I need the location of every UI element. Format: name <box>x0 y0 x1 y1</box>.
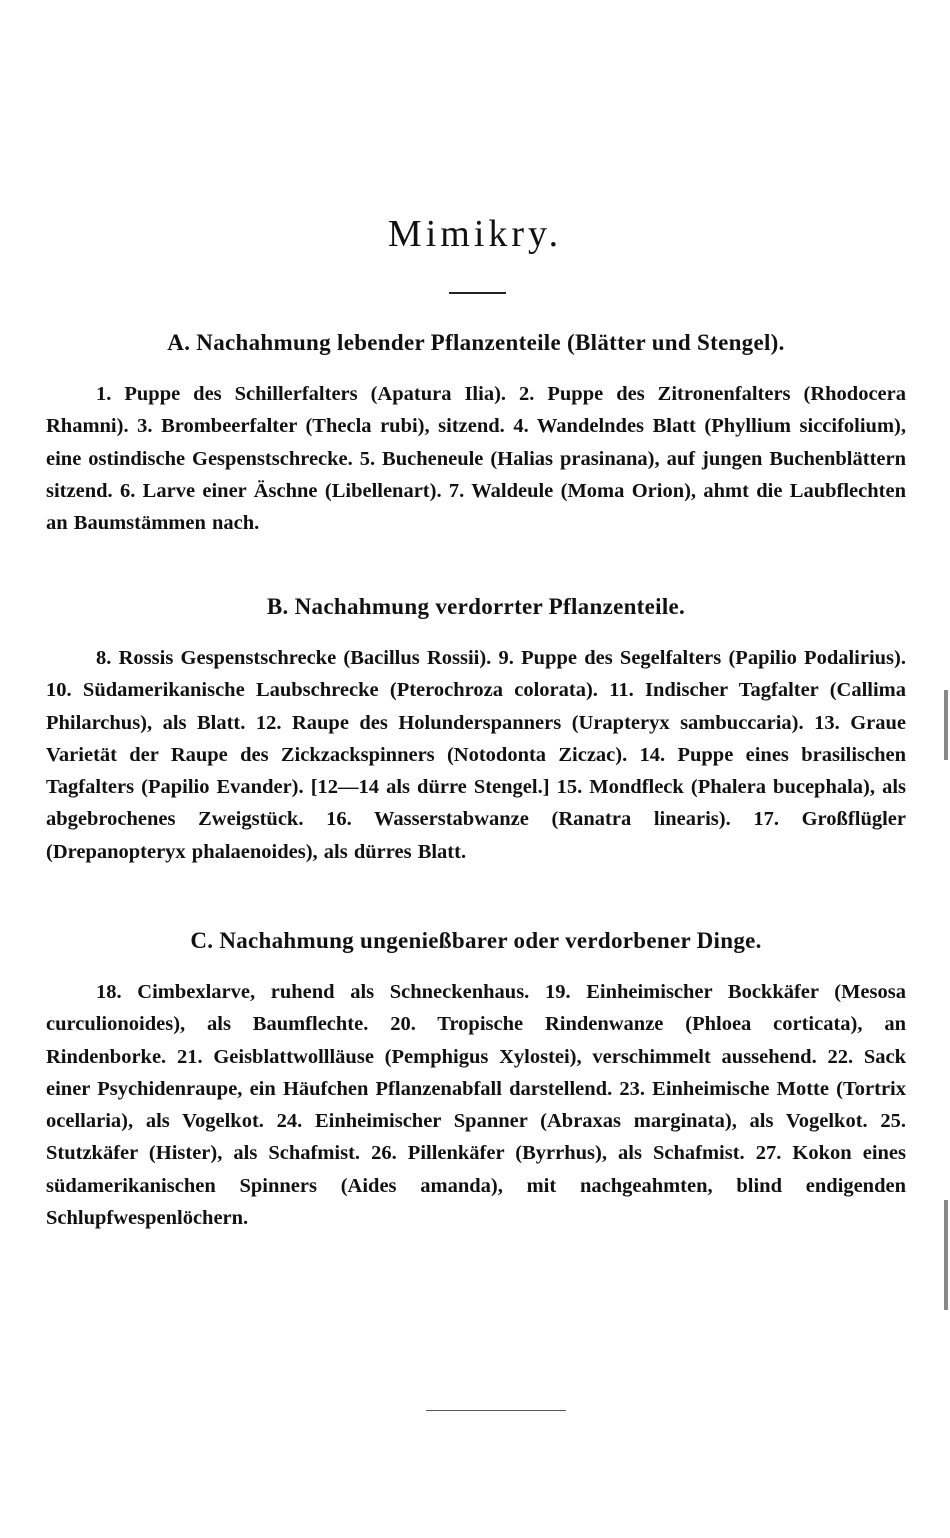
section-a-text: 1. Puppe des Schillerfalters (Apatura Ilia). 2. Puppe des Zitronenfalters (Rhodocera Rhamni). 3. Brombeerfalter (Thecla rubi), sitzend. 4. Wandelndes Blatt (Phyllium siccifolium), eine ostindische Gespenstschrecke. 5. Bucheneule (Halias prasinana), auf jungen Buchenblättern sitzend. 6. Larve einer Äschne (Libellenart). 7. Waldeule (Moma Orion), ahmt die Laubflechten an Baumstämmen nach. <box>46 383 906 535</box>
scan-edge-mark <box>944 690 948 760</box>
section-a <box>46 330 906 539</box>
section-c <box>46 928 906 1234</box>
section-c-heading: C. Nachahmung ungenießbarer oder verdorbener Dinge. <box>190 928 762 953</box>
section-b-heading: B. Nachahmung verdorrter Pflanzenteile. <box>266 594 686 619</box>
title-divider <box>449 292 506 294</box>
section-a-heading: A. Nachahmung lebender Pflanzenteile (Blätter und Stengel). <box>167 330 785 355</box>
section-c-text: 18. Cimbexlarve, ruhend als Schneckenhaus. 19. Einheimischer Bockkäfer (Mesosa curculionoides), als Baumflechte. 20. Tropische Rindenwanze (Phloea corticata), an Rindenborke. 21. Geisblattwollläuse (Pemphigus Xylostei), verschimmelt aussehend. 22. Sack einer Psychidenraupe, ein Häufchen Pflanzenabfall darstellend. 23. Einheimische Motte (Tortrix ocellaria), als Vogelkot. 24. Einheimischer Spanner (Abraxas marginata), als Vogelkot. 25. Stutzkäfer (Hister), als Schafmist. 26. Pillenkäfer (Byrrhus), als Schafmist. 27. Kokon eines südamerikanischen Spinners (Aides amanda), mit nachgeahmten, blind endigenden Schlupfwespenlöchern. <box>46 981 906 1230</box>
footer-divider <box>426 1410 566 1411</box>
section-b-text: 8. Rossis Gespenstschrecke (Bacillus Rossii). 9. Puppe des Segelfalters (Papilio Podalirius). 10. Südamerikanische Laubschrecke (Pterochroza colorata). 11. Indischer Tagfalter (Callima Philarchus), als Blatt. 12. Raupe des Holunderspanners (Urapteryx sambuccaria). 13. Graue Varietät der Raupe des Zickzackspinners (Notodonta Ziczac). 14. Puppe eines brasilischen Tagfalters (Papilio Evander). [12—14 als dürre Stengel.] 15. Mondfleck (Phalera bucephala), als abgebrochenes Zweigstück. 16. Wasserstabwanze (Ranatra linearis). 17. Großflügler (Drepanopteryx phalaenoides), als dürres Blatt. <box>46 647 906 863</box>
page-title: Mimikry. <box>387 213 563 255</box>
section-b <box>46 594 906 868</box>
scan-edge-mark <box>944 1200 948 1310</box>
